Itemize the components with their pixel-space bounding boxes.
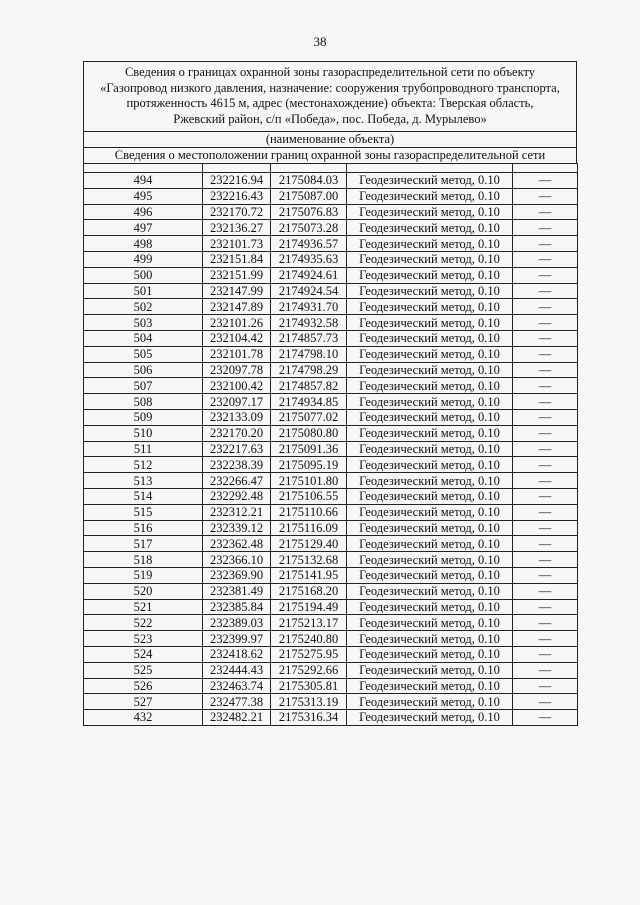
method-accuracy-cell: Геодезический метод, 0.10 xyxy=(347,567,513,583)
table-row xyxy=(84,220,578,236)
x-coordinate-cell: 232216.43 xyxy=(203,188,271,204)
description-cell: — xyxy=(513,236,578,252)
y-coordinate-cell: 2175275.95 xyxy=(271,646,347,662)
description-cell: — xyxy=(513,283,578,299)
method-accuracy-cell: Геодезический метод, 0.10 xyxy=(347,409,513,425)
method-accuracy-cell: Геодезический метод, 0.10 xyxy=(347,283,513,299)
x-coordinate-cell: 232381.49 xyxy=(203,583,271,599)
table-row xyxy=(84,394,578,410)
point-number-cell: 500 xyxy=(84,267,203,283)
description-cell: — xyxy=(513,615,578,631)
method-accuracy-cell: Геодезический метод, 0.10 xyxy=(347,457,513,473)
y-coordinate-cell: 2175095.19 xyxy=(271,457,347,473)
point-number-cell: 501 xyxy=(84,283,203,299)
table-row xyxy=(84,662,578,678)
description-cell: — xyxy=(513,599,578,615)
method-accuracy-cell: Геодезический метод, 0.10 xyxy=(347,188,513,204)
x-coordinate-cell: 232399.97 xyxy=(203,631,271,647)
table-row xyxy=(84,188,578,204)
x-coordinate-cell: 232151.84 xyxy=(203,251,271,267)
y-coordinate-cell: 2174924.61 xyxy=(271,267,347,283)
x-coordinate-cell: 232292.48 xyxy=(203,488,271,504)
table-row xyxy=(84,236,578,252)
x-coordinate-cell: 232101.73 xyxy=(203,236,271,252)
method-accuracy-cell: Геодезический метод, 0.10 xyxy=(347,220,513,236)
point-number-cell: 497 xyxy=(84,220,203,236)
table-row xyxy=(84,267,578,283)
table-row xyxy=(84,299,578,315)
y-coordinate-cell: 2174936.57 xyxy=(271,236,347,252)
description-cell: — xyxy=(513,567,578,583)
y-coordinate-cell: 2175141.95 xyxy=(271,567,347,583)
table-row xyxy=(84,283,578,299)
table-row xyxy=(84,599,578,615)
point-number-cell: 499 xyxy=(84,251,203,267)
x-coordinate-cell: 232097.78 xyxy=(203,362,271,378)
object-header xyxy=(83,61,577,131)
method-accuracy-cell: Геодезический метод, 0.10 xyxy=(347,504,513,520)
x-coordinate-cell: 232444.43 xyxy=(203,662,271,678)
description-cell: — xyxy=(513,220,578,236)
description-cell: — xyxy=(513,646,578,662)
y-coordinate-cell: 2175084.03 xyxy=(271,173,347,189)
description-cell: — xyxy=(513,662,578,678)
description-cell: — xyxy=(513,315,578,331)
y-coordinate-cell: 2175110.66 xyxy=(271,504,347,520)
x-coordinate-cell: 232482.21 xyxy=(203,710,271,726)
point-number-cell: 527 xyxy=(84,694,203,710)
point-number-cell: 517 xyxy=(84,536,203,552)
method-accuracy-cell: Геодезический метод, 0.10 xyxy=(347,315,513,331)
method-accuracy-cell: Геодезический метод, 0.10 xyxy=(347,441,513,457)
description-cell: — xyxy=(513,583,578,599)
method-accuracy-cell: Геодезический метод, 0.10 xyxy=(347,662,513,678)
y-coordinate-cell: 2175240.80 xyxy=(271,631,347,647)
y-coordinate-cell: 2175129.40 xyxy=(271,536,347,552)
point-number-cell: 507 xyxy=(84,378,203,394)
table-row xyxy=(84,330,578,346)
y-coordinate-cell: 2175168.20 xyxy=(271,583,347,599)
point-number-cell: 524 xyxy=(84,646,203,662)
description-cell: — xyxy=(513,378,578,394)
y-coordinate-cell: 2175194.49 xyxy=(271,599,347,615)
description-cell: — xyxy=(513,188,578,204)
table-row xyxy=(84,346,578,362)
point-number-cell: 526 xyxy=(84,678,203,694)
point-number-cell: 508 xyxy=(84,394,203,410)
description-cell: — xyxy=(513,678,578,694)
x-coordinate-cell: 232170.20 xyxy=(203,425,271,441)
x-coordinate-cell: 232170.72 xyxy=(203,204,271,220)
table-row xyxy=(84,251,578,267)
y-coordinate-cell: 2174798.29 xyxy=(271,362,347,378)
y-coordinate-cell: 2174857.82 xyxy=(271,378,347,394)
table-row xyxy=(84,425,578,441)
point-number-cell: 510 xyxy=(84,425,203,441)
x-coordinate-cell: 232477.38 xyxy=(203,694,271,710)
description-cell: — xyxy=(513,409,578,425)
table-row xyxy=(84,504,578,520)
description-cell: — xyxy=(513,346,578,362)
point-number-cell: 514 xyxy=(84,488,203,504)
table-row xyxy=(84,315,578,331)
y-coordinate-cell: 2175116.09 xyxy=(271,520,347,536)
point-number-cell: 513 xyxy=(84,473,203,489)
coordinates-table-body xyxy=(84,164,578,726)
x-coordinate-cell: 232339.12 xyxy=(203,520,271,536)
y-coordinate-cell: 2174931.70 xyxy=(271,299,347,315)
point-number-cell: 502 xyxy=(84,299,203,315)
point-number-cell: 516 xyxy=(84,520,203,536)
y-coordinate-cell: 2174924.54 xyxy=(271,283,347,299)
method-accuracy-cell: Геодезический метод, 0.10 xyxy=(347,631,513,647)
table-row xyxy=(84,567,578,583)
point-number-cell: 494 xyxy=(84,173,203,189)
x-coordinate-cell: 232147.89 xyxy=(203,299,271,315)
description-cell: — xyxy=(513,394,578,410)
method-accuracy-cell: Геодезический метод, 0.10 xyxy=(347,330,513,346)
description-cell: — xyxy=(513,251,578,267)
table-row xyxy=(84,631,578,647)
method-accuracy-cell: Геодезический метод, 0.10 xyxy=(347,204,513,220)
point-number-cell: 519 xyxy=(84,567,203,583)
x-coordinate-cell: 232216.94 xyxy=(203,173,271,189)
table-row xyxy=(84,488,578,504)
method-accuracy-cell: Геодезический метод, 0.10 xyxy=(347,362,513,378)
x-coordinate-cell: 232136.27 xyxy=(203,220,271,236)
method-accuracy-cell: Геодезический метод, 0.10 xyxy=(347,646,513,662)
description-cell: — xyxy=(513,488,578,504)
x-coordinate-cell: 232312.21 xyxy=(203,504,271,520)
y-coordinate-cell: 2175305.81 xyxy=(271,678,347,694)
x-coordinate-cell: 232369.90 xyxy=(203,567,271,583)
description-cell: — xyxy=(513,520,578,536)
method-accuracy-cell: Геодезический метод, 0.10 xyxy=(347,299,513,315)
x-coordinate-cell: 232101.78 xyxy=(203,346,271,362)
method-accuracy-cell: Геодезический метод, 0.10 xyxy=(347,378,513,394)
header-line: Ржевский район, с/п «Победа», пос. Победа, д. Мурылево» xyxy=(173,111,487,126)
table-row xyxy=(84,204,578,220)
x-coordinate-cell: 232217.63 xyxy=(203,441,271,457)
method-accuracy-cell: Геодезический метод, 0.10 xyxy=(347,346,513,362)
x-coordinate-cell: 232151.99 xyxy=(203,267,271,283)
point-number-cell: 523 xyxy=(84,631,203,647)
point-number-cell: 509 xyxy=(84,409,203,425)
method-accuracy-cell: Геодезический метод, 0.10 xyxy=(347,251,513,267)
y-coordinate-cell: 2175213.17 xyxy=(271,615,347,631)
table-row xyxy=(84,520,578,536)
y-coordinate-cell: 2174932.58 xyxy=(271,315,347,331)
x-coordinate-cell: 232101.26 xyxy=(203,315,271,331)
point-number-cell: 496 xyxy=(84,204,203,220)
table-row xyxy=(84,173,578,189)
point-number-cell: 511 xyxy=(84,441,203,457)
y-coordinate-cell: 2174935.63 xyxy=(271,251,347,267)
table-row xyxy=(84,552,578,568)
method-accuracy-cell: Геодезический метод, 0.10 xyxy=(347,536,513,552)
table-spacer-row xyxy=(84,164,578,173)
description-cell: — xyxy=(513,631,578,647)
header-line: «Газопровод низкого давления, назначение: сооружения трубопроводного транспорта, xyxy=(100,80,560,95)
x-coordinate-cell: 232238.39 xyxy=(203,457,271,473)
description-cell: — xyxy=(513,457,578,473)
point-number-cell: 521 xyxy=(84,599,203,615)
method-accuracy-cell: Геодезический метод, 0.10 xyxy=(347,520,513,536)
x-coordinate-cell: 232097.17 xyxy=(203,394,271,410)
point-number-cell: 506 xyxy=(84,362,203,378)
page-number: 38 xyxy=(313,34,327,49)
y-coordinate-cell: 2175080.80 xyxy=(271,425,347,441)
x-coordinate-cell: 232389.03 xyxy=(203,615,271,631)
description-cell: — xyxy=(513,204,578,220)
description-cell: — xyxy=(513,504,578,520)
table-row xyxy=(84,583,578,599)
x-coordinate-cell: 232362.48 xyxy=(203,536,271,552)
description-cell: — xyxy=(513,552,578,568)
description-cell: — xyxy=(513,299,578,315)
table-row xyxy=(84,457,578,473)
object-name-caption: (наименование объекта) xyxy=(83,131,577,147)
point-number-cell: 498 xyxy=(84,236,203,252)
table-row xyxy=(84,409,578,425)
y-coordinate-cell: 2175073.28 xyxy=(271,220,347,236)
point-number-cell: 525 xyxy=(84,662,203,678)
x-coordinate-cell: 232133.09 xyxy=(203,409,271,425)
table-row xyxy=(84,536,578,552)
x-coordinate-cell: 232266.47 xyxy=(203,473,271,489)
description-cell: — xyxy=(513,362,578,378)
point-number-cell: 503 xyxy=(84,315,203,331)
y-coordinate-cell: 2175077.02 xyxy=(271,409,347,425)
table-row xyxy=(84,362,578,378)
x-coordinate-cell: 232463.74 xyxy=(203,678,271,694)
method-accuracy-cell: Геодезический метод, 0.10 xyxy=(347,173,513,189)
y-coordinate-cell: 2175313.19 xyxy=(271,694,347,710)
point-number-cell: 504 xyxy=(84,330,203,346)
x-coordinate-cell: 232366.10 xyxy=(203,552,271,568)
x-coordinate-cell: 232100.42 xyxy=(203,378,271,394)
y-coordinate-cell: 2175091.36 xyxy=(271,441,347,457)
method-accuracy-cell: Геодезический метод, 0.10 xyxy=(347,267,513,283)
table-row xyxy=(84,710,578,726)
x-coordinate-cell: 232385.84 xyxy=(203,599,271,615)
description-cell: — xyxy=(513,173,578,189)
y-coordinate-cell: 2174934.85 xyxy=(271,394,347,410)
method-accuracy-cell: Геодезический метод, 0.10 xyxy=(347,678,513,694)
y-coordinate-cell: 2175101.80 xyxy=(271,473,347,489)
table-row xyxy=(84,378,578,394)
table-row xyxy=(84,615,578,631)
y-coordinate-cell: 2174857.73 xyxy=(271,330,347,346)
point-number-cell: 515 xyxy=(84,504,203,520)
method-accuracy-cell: Геодезический метод, 0.10 xyxy=(347,552,513,568)
table-row xyxy=(84,694,578,710)
table-row xyxy=(84,678,578,694)
location-caption: Сведения о местоположении границ охранной зоны газораспределительной сети xyxy=(83,147,577,163)
point-number-cell: 432 xyxy=(84,710,203,726)
description-cell: — xyxy=(513,694,578,710)
x-coordinate-cell: 232147.99 xyxy=(203,283,271,299)
point-number-cell: 505 xyxy=(84,346,203,362)
description-cell: — xyxy=(513,330,578,346)
method-accuracy-cell: Геодезический метод, 0.10 xyxy=(347,425,513,441)
method-accuracy-cell: Геодезический метод, 0.10 xyxy=(347,394,513,410)
method-accuracy-cell: Геодезический метод, 0.10 xyxy=(347,694,513,710)
table-row xyxy=(84,473,578,489)
header-line: протяженность 4615 м, адрес (местонахождение) объекта: Тверская область, xyxy=(126,96,534,110)
method-accuracy-cell: Геодезический метод, 0.10 xyxy=(347,615,513,631)
y-coordinate-cell: 2175292.66 xyxy=(271,662,347,678)
description-cell: — xyxy=(513,441,578,457)
x-coordinate-cell: 232418.62 xyxy=(203,646,271,662)
description-cell: — xyxy=(513,267,578,283)
y-coordinate-cell: 2174798.10 xyxy=(271,346,347,362)
method-accuracy-cell: Геодезический метод, 0.10 xyxy=(347,488,513,504)
x-coordinate-cell: 232104.42 xyxy=(203,330,271,346)
point-number-cell: 495 xyxy=(84,188,203,204)
point-number-cell: 512 xyxy=(84,457,203,473)
table-row xyxy=(84,441,578,457)
description-cell: — xyxy=(513,473,578,489)
method-accuracy-cell: Геодезический метод, 0.10 xyxy=(347,473,513,489)
point-number-cell: 520 xyxy=(84,583,203,599)
description-cell: — xyxy=(513,536,578,552)
method-accuracy-cell: Геодезический метод, 0.10 xyxy=(347,583,513,599)
method-accuracy-cell: Геодезический метод, 0.10 xyxy=(347,599,513,615)
y-coordinate-cell: 2175106.55 xyxy=(271,488,347,504)
point-number-cell: 518 xyxy=(84,552,203,568)
boundary-info-sheet xyxy=(83,61,577,726)
y-coordinate-cell: 2175316.34 xyxy=(271,710,347,726)
table-row xyxy=(84,646,578,662)
header-line: Сведения о границах охранной зоны газораспределительной сети по объекту xyxy=(124,65,536,79)
y-coordinate-cell: 2175132.68 xyxy=(271,552,347,568)
point-number-cell: 522 xyxy=(84,615,203,631)
description-cell: — xyxy=(513,425,578,441)
description-cell: — xyxy=(513,710,578,726)
method-accuracy-cell: Геодезический метод, 0.10 xyxy=(347,236,513,252)
coordinates-table xyxy=(83,163,578,726)
method-accuracy-cell: Геодезический метод, 0.10 xyxy=(347,710,513,726)
y-coordinate-cell: 2175076.83 xyxy=(271,204,347,220)
y-coordinate-cell: 2175087.00 xyxy=(271,188,347,204)
